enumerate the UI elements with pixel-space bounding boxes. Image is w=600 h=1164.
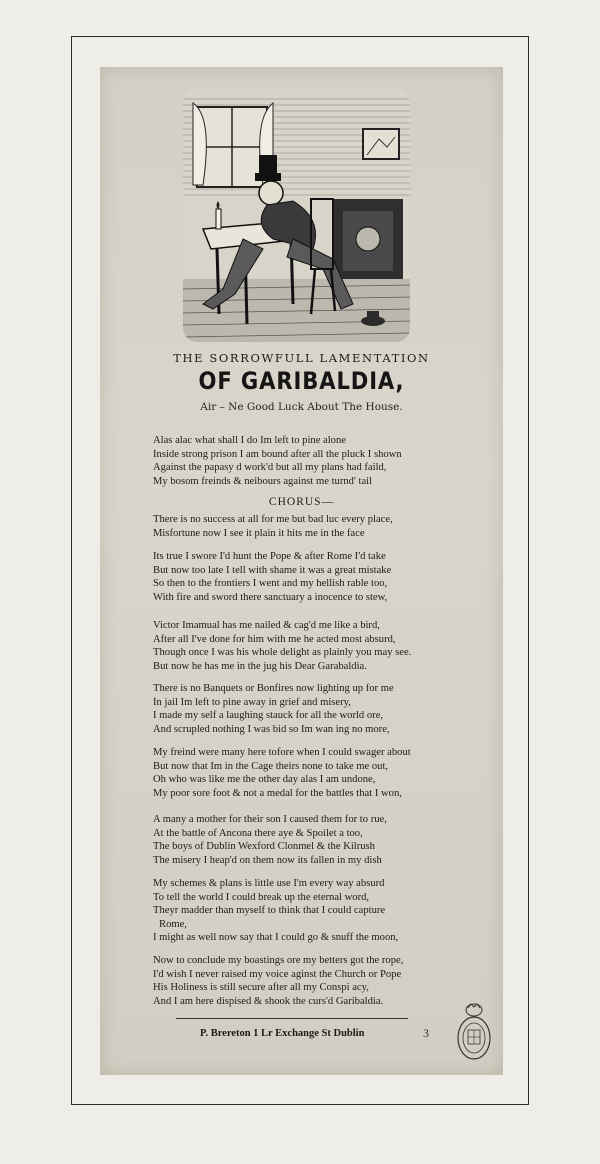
verse-line: Now to conclude my boastings ore my betters got the rope,	[153, 955, 404, 966]
verse-4	[153, 682, 498, 736]
verse-line: In jail Im left to pine away in grief and misery,	[153, 696, 351, 708]
verse-line: But now he has me in the jug his Dear Garabaldia.	[153, 660, 367, 672]
verse-line: I'd wish I never raised my voice aginst the Church or Pope	[153, 968, 402, 980]
verse-line: To tell the world I could break up the eternal word,	[153, 891, 370, 903]
verse-line: Against the papasy d work'd but all my plans had faild,	[153, 462, 387, 473]
verse-8	[153, 954, 498, 1008]
verse-2	[153, 550, 498, 604]
printer-imprint: P. Brereton 1 Lr Exchange St Dublin	[200, 1028, 365, 1039]
verse-line: There is no Banquets or Bonfires now lighting up for me	[153, 683, 394, 694]
imprint-rule	[176, 1018, 408, 1019]
verse-line: After all I've done for him with me he acted most absurd,	[153, 633, 396, 645]
verse-line: But now too late I tell with shame it was a great mistake	[153, 564, 392, 576]
verse-line: At the battle of Ancona there aye & Spoilet a too,	[153, 827, 363, 839]
verse-line: With fire and sword there sanctuary a inocence to stew,	[153, 591, 388, 603]
chorus-heading: CHORUS—	[268, 496, 335, 508]
verse-line: The misery I heap'd on them now its fallen in my dish	[153, 854, 382, 866]
verse-line: Its true I swore I'd hunt the Pope & after Rome I'd take	[153, 551, 386, 562]
verse-line: Rome,	[159, 918, 187, 930]
verse-line: And scrupled nothing I was bid so Im wan ing no more,	[153, 723, 390, 735]
verse-line: A many a mother for their son I caused them for to rue,	[153, 814, 387, 825]
verse-line: The boys of Dublin Wexford Clonmel & the Kilrush	[153, 841, 375, 852]
air-tune-line: Air – Ne Good Luck About The House.	[200, 401, 403, 413]
verse-1	[153, 434, 498, 488]
verse-line: My bosom freinds & neibours against me turnd' tail	[153, 475, 373, 487]
broadside-sheet	[100, 67, 503, 1075]
woodcut-illustration	[183, 89, 410, 342]
verse-line: My freind were many here tofore when I could swager about	[153, 747, 411, 758]
verse-line: I made my self a laughing stauck for all the world ore,	[153, 710, 384, 721]
verse-line: My poor sore foot & not a medal for the battles that I won,	[153, 787, 402, 799]
verse-line: Though once I was his whole delight as plainly you may see.	[153, 647, 412, 658]
chorus-text	[153, 513, 498, 540]
verse-3	[153, 619, 498, 673]
verse-line: So then to the frontiers I went and my hellish rable too,	[153, 578, 388, 589]
verse-line: My schemes & plans is little use I'm every way absurd	[153, 878, 385, 889]
verse-line: And I am here dispised & shook the curs'd Garibaldia.	[153, 995, 384, 1007]
title-line-1: THE SORROWFULL LAMENTATION	[173, 351, 430, 365]
verse-line: Alas alac what shall I do Im left to pine alone	[153, 435, 346, 446]
verse-line: Inside strong prison I am bound after all the pluck I shown	[153, 448, 402, 460]
verse-7	[153, 877, 498, 945]
library-stamp-icon	[455, 1000, 493, 1062]
verse-line: Misfortune now I see it plain it hits me in the face	[153, 527, 365, 539]
sheet-number: 3	[423, 1026, 429, 1040]
verse-line: I might as well now say that I could go & snuff the moon,	[153, 932, 399, 943]
verse-line: Theyr madder than myself to think that I could capture	[153, 905, 386, 916]
verse-5	[153, 746, 498, 800]
title-line-2: OF GARIBALDIA,	[198, 367, 405, 395]
verse-6	[153, 813, 498, 867]
verse-line: There is no success at all for me but bad luc every place,	[153, 514, 393, 525]
verse-line: Oh who was like me the other day alas I am undone,	[153, 774, 376, 785]
verse-line: His Holiness is still secure after all my Conspi acy,	[153, 982, 369, 993]
verse-line: Victor Imamual has me nailed & cag'd me like a bird,	[153, 620, 380, 631]
verse-line: But now that Im in the Cage theirs none to take me out,	[153, 760, 389, 772]
